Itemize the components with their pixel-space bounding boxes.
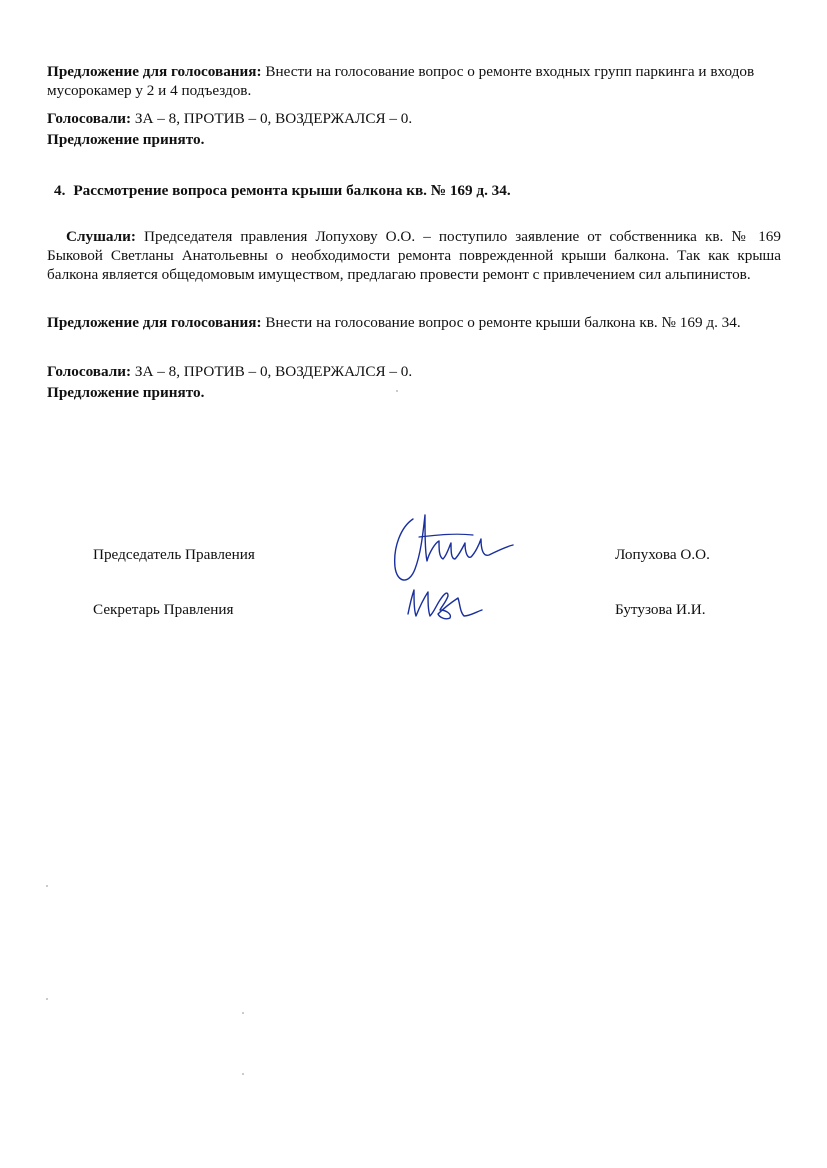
chair-signature	[385, 505, 525, 590]
proposal-text: Внести на голосование вопрос о ремонте входных групп паркинга и входов мусорокамер у 2 и 4 подъездов.	[47, 63, 755, 99]
secretary-name: Бутузова И.И.	[615, 601, 706, 618]
proposal-label: Предложение для голосования:	[47, 314, 262, 331]
heard-text: Председателя правления Лопухову О.О. – поступило заявление от собственника кв. № 169 Быковой Светланы Анатольевны о необходимости ремонта поврежденной крыши балкона. Так как крыша балкона является общедомовым имуществом, предлагаю провести ремонт с привлечением сил альпинистов.	[47, 228, 781, 283]
scan-speck	[46, 998, 48, 1000]
scan-speck	[242, 1012, 244, 1014]
scan-speck	[242, 1073, 244, 1075]
item3-votes	[47, 109, 781, 128]
item3-result: Предложение принято.	[47, 131, 205, 148]
votes-label: Голосовали:	[47, 363, 132, 380]
item4-heading	[54, 181, 511, 200]
item4-heard	[47, 227, 781, 284]
item4-proposal	[47, 313, 781, 332]
scan-speck	[396, 390, 398, 392]
chair-role: Председатель Правления	[93, 546, 255, 563]
secretary-role: Секретарь Правления	[93, 601, 234, 618]
secretary-signature	[400, 580, 495, 625]
item4-number: 4.	[54, 182, 66, 199]
item4-title: Рассмотрение вопроса ремонта крыши балкона кв. № 169 д. 34.	[73, 182, 511, 199]
scan-speck	[46, 885, 48, 887]
votes-label: Голосовали:	[47, 110, 132, 127]
proposal-label: Предложение для голосования:	[47, 63, 262, 80]
votes-text: ЗА – 8, ПРОТИВ – 0, ВОЗДЕРЖАЛСЯ – 0.	[134, 363, 413, 380]
item4-votes	[47, 362, 781, 381]
votes-text: ЗА – 8, ПРОТИВ – 0, ВОЗДЕРЖАЛСЯ – 0.	[134, 110, 413, 127]
heard-label: Слушали:	[66, 228, 136, 245]
proposal-text: Внести на голосование вопрос о ремонте крыши балкона кв. № 169 д. 34.	[265, 314, 741, 331]
item3-proposal	[47, 62, 781, 100]
item4-result: Предложение принято.	[47, 384, 205, 401]
chair-name: Лопухова О.О.	[615, 546, 710, 563]
